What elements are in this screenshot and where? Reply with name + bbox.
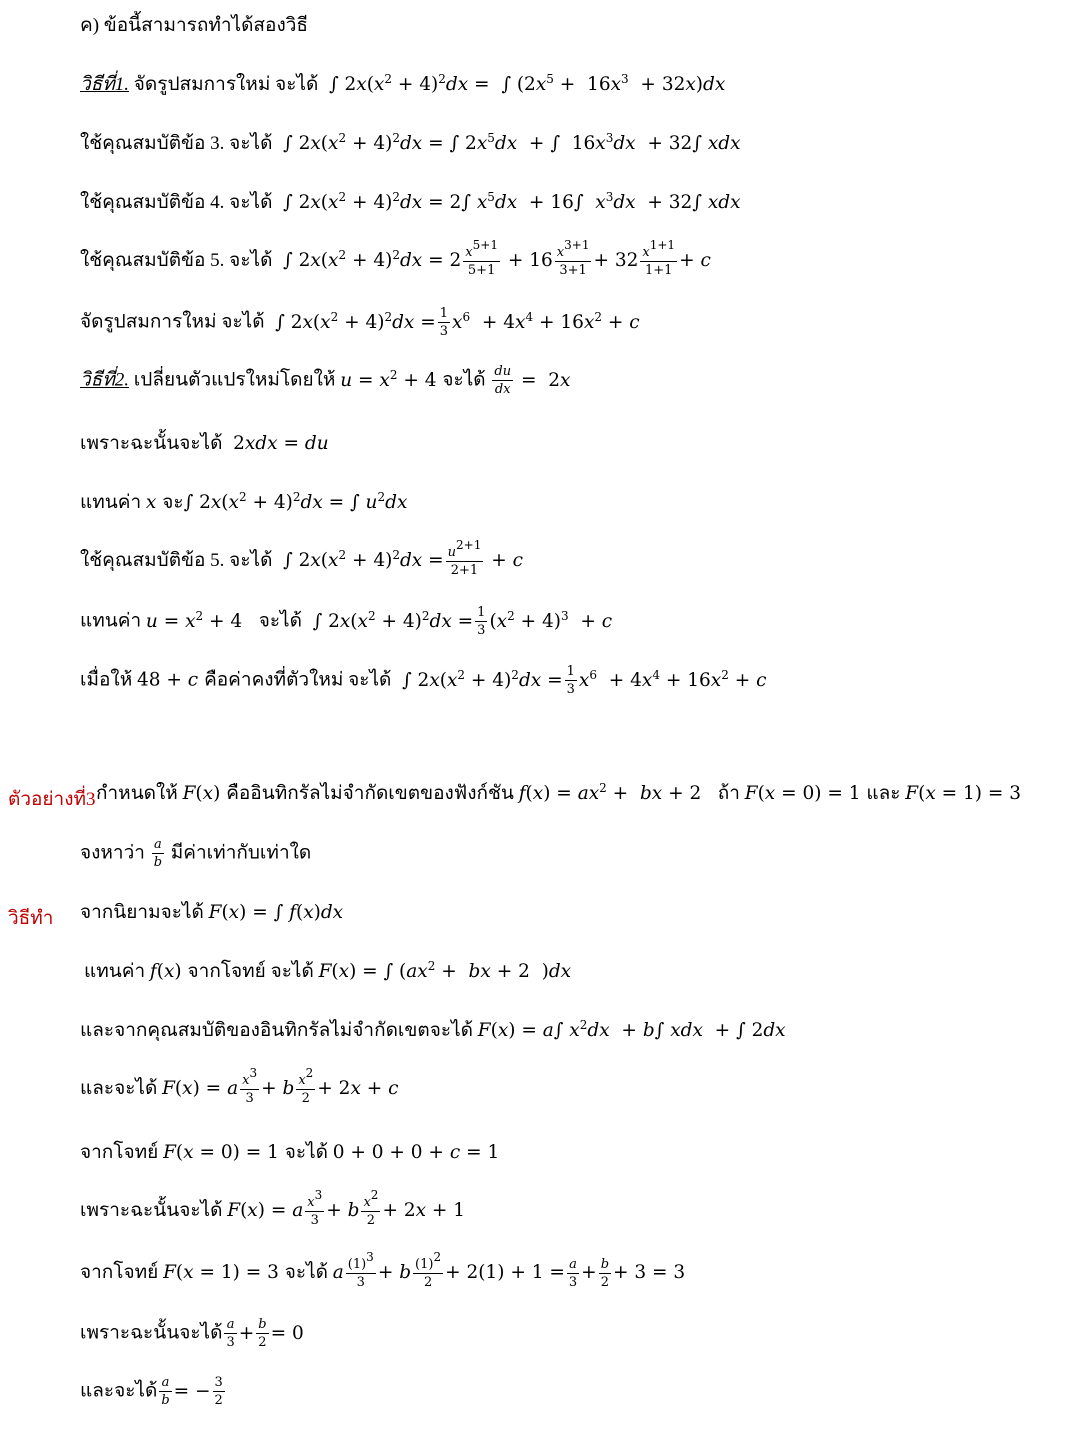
intro-text: ค) ข้อนี้สามารถทำได้สองวิธี bbox=[80, 15, 308, 36]
solution-line1: จากนิยามจะได้ F(x) = ∫ f(x)dx bbox=[80, 902, 344, 923]
solution-line9: และจะได้ $\frac{a}{b}$ = − $\frac{3}{2}$ bbox=[80, 1375, 223, 1408]
solution-line7: จากโจทย์ F(x = 1) = 3 จะได้ a $\frac{(1)^3}{3}$ + b $\frac{(1)^2}{2}$ + 2(1) + 1 = $\frac{a}{3}$ + $\frac{b}{2}$ + 3 = 3 bbox=[80, 1250, 686, 1290]
method1-line2: ใช้คุณสมบัติข้อ 3. จะได้ ∫ $2x(x^2 + 4)^2dx$ = ∫ $2x^5dx$ + ∫ $16x^3dx + 32\int$ xdx bbox=[80, 131, 741, 154]
method2-line5: แทนค่า $u = x^2 + 4$ จะได้ ∫ $2x(x^2 + 4)^2dx$ = $\frac{1}{3}$ $(x^2 + 4)^3 + c$ bbox=[80, 605, 613, 638]
example3-problem: กำหนดให้ F(x) คืออินทิกรัลไม่จำกัดเขตของฟังก์ชัน $f(x) = ax^2$ + bx + 2 ถ้า F(x = 0) = 1 และ F(x = 1) = 3 bbox=[96, 781, 1022, 804]
method1-line3: ใช้คุณสมบัติข้อ 4. จะได้ ∫ $2x(x^2 + 4)^2dx = 2\int$ $x^5dx + 16\int$ $x^3dx + 32\int$ xdx bbox=[80, 190, 741, 213]
method1-title: วิธีที่1. bbox=[80, 74, 130, 95]
solution-line2: แทนค่า f(x) จากโจทย์ จะได้ F(x) = ∫ ($ax^2$ + bx + 2 )dx bbox=[84, 959, 572, 982]
method2-line6: เมื่อให้ 48 + c คือค่าคงที่ตัวใหม่ จะได้ ∫ $2x(x^2 + 4)^2dx$ = $\frac{1}{3}$ $x^6 + 4x^4 + 16x^2 + c$ bbox=[80, 664, 767, 697]
method2-line3: แทนค่า x จะ∫ $2x(x^2 + 4)^2dx$ = ∫ $u^2dx$ bbox=[80, 490, 408, 513]
method2-line1: วิธีที่2. เปลี่ยนตัวแปรใหม่โดยให้ $u = x^2 + 4$ จะได้ $\frac{du}{dx}$ = 2x bbox=[80, 364, 571, 397]
method1-line5: จัดรูปสมการใหม่ จะได้ ∫ $2x(x^2 + 4)^2dx$ = $\frac{1}{3}$ $x^6 + 4x^4 + 16x^2 + c$ bbox=[80, 306, 640, 339]
solution-line3: และจากคุณสมบัติของอินทิกรัลไม่จำกัดเขตจะได้ F(x) = a∫ $x^2dx + b\int$ xdx + ∫ 2dx bbox=[80, 1018, 786, 1041]
solution-label: วิธีทำ bbox=[8, 908, 54, 929]
example3-label: ตัวอย่างที่3 bbox=[8, 789, 96, 810]
solution-line8: เพราะฉะนั้นจะได้ $\frac{a}{3}$ + $\frac{b}{2}$ = 0 bbox=[80, 1317, 304, 1350]
method1-line4: ใช้คุณสมบัติข้อ 5. จะได้ ∫ $2x(x^2 + 4)^2dx = 2$ $\frac{x^{5+1}}{5+1}$ + 16 $\frac{x^{3+1}}{3+1}$ + 32 $\frac{x^{1+1}}{1+1}$ + c bbox=[80, 238, 711, 278]
solution-line5: จากโจทย์ F(x = 0) = 1 จะได้ 0 + 0 + 0 + c = 1 bbox=[80, 1142, 500, 1163]
method2-line2: เพราะฉะนั้นจะได้ 2xdx = du bbox=[80, 433, 329, 454]
method2-line4: ใช้คุณสมบัติข้อ 5. จะได้ ∫ $2x(x^2 + 4)^2dx$ = $\frac{u^{2+1}}{2+1}$ + c bbox=[80, 538, 523, 578]
example3-question: จงหาว่า $\frac{a}{b}$ มีค่าเท่ากับเท่าใด bbox=[80, 837, 312, 870]
solution-line6: เพราะฉะนั้นจะได้ F(x) = a $\frac{x^3}{3}$ + b $\frac{x^2}{2}$ + 2x + 1 bbox=[80, 1188, 466, 1228]
method1-line1: วิธีที่1. จัดรูปสมการใหม่ จะได้ ∫ $2x(x^2 + 4)^2dx$ = ∫ $(2x^5 + 16x^3 + 32x)dx$ bbox=[80, 72, 726, 95]
method2-title: วิธีที่2. bbox=[80, 369, 130, 391]
solution-line4: และจะได้ F(x) = a $\frac{x^3}{3}$ + b $\frac{x^2}{2}$ + 2x + c bbox=[80, 1066, 399, 1106]
